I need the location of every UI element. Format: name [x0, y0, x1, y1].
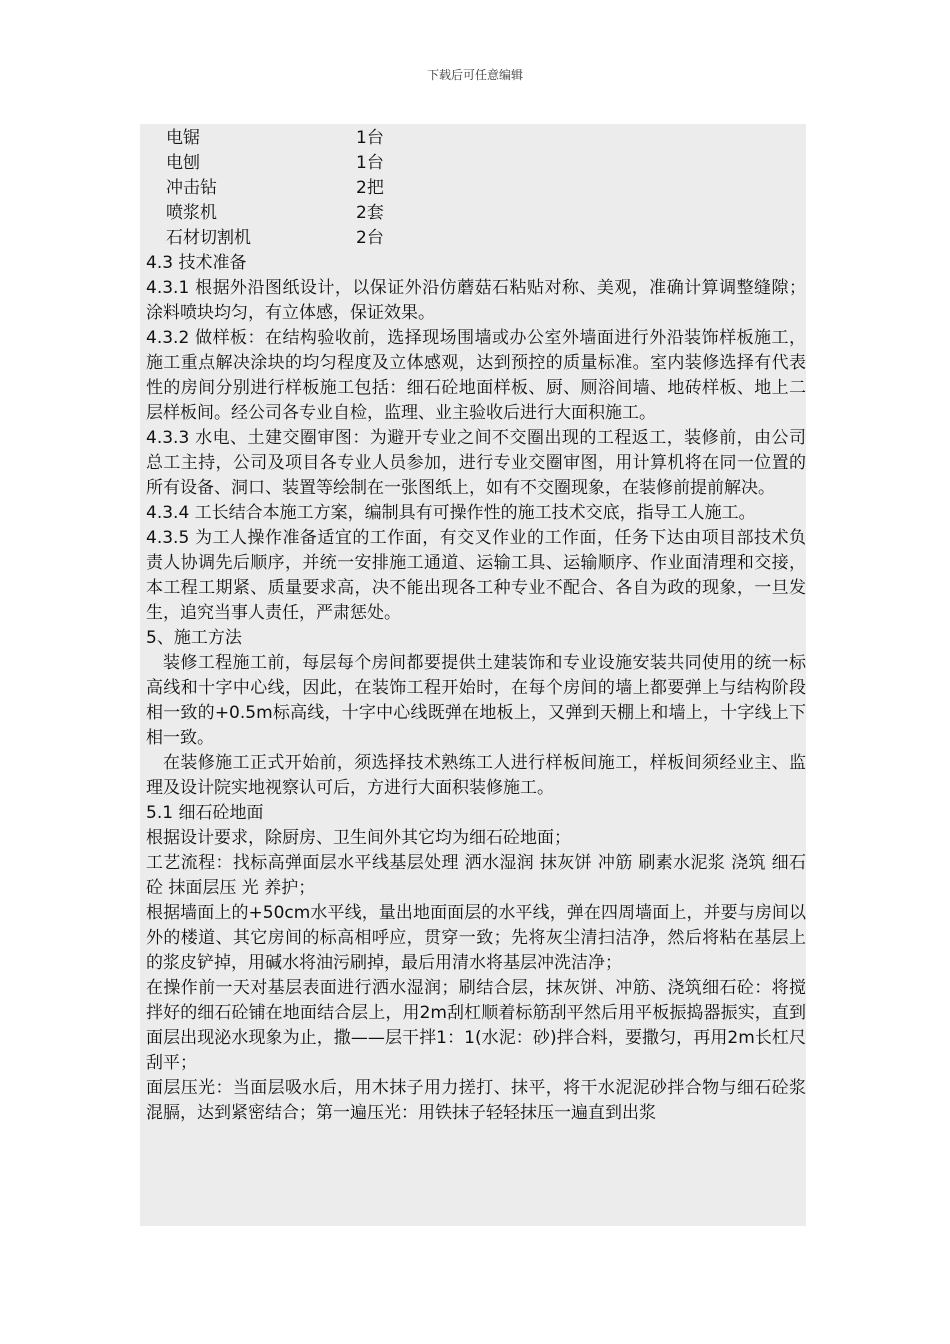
text-area: [146, 126, 806, 1126]
equipment-qty: 1台: [356, 153, 384, 173]
paragraph-5-1-requirement: 根据设计要求，除厨房、卫生间外其它均为细石砼地面；: [146, 828, 571, 848]
paragraph-5-1-troweling: 面层压光：当面层吸水后，用木抹子用力搓打、抹平，将干水泥泥砂拌合物与细石砼浆混膈，达到紧密结合；第一遍压光：用铁抹子轻轻抹压一遍直到出浆: [146, 1078, 806, 1123]
paragraph-4-3-2: 4.3.2 做样板：在结构验收前，选择现场围墙或办公室外墙面进行外沿装饰样板施工，施工重点解决涂块的均匀程度及立体感观，达到预控的质量标准。室内装修选择有代表性的房间分别进行样板施工包括：细石砼地面样板、厨、厕浴间墙、地砖样板、地上二层样板间。经公司各专业自检，监理、业主验收后进行大面积施工。: [146, 328, 806, 423]
paragraph-5-1-pouring: 在操作前一天对基层表面进行洒水湿润；刷结合层，抹灰饼、冲筋、浇筑细石砼：将搅拌好的细石砼铺在地面结合层上，用2m刮杠顺着标筋刮平然后用平板振捣器振实，直到面层出现泌水现象为止，撒——层干拌1：1(水泥：砂)拌合料，要撒匀，再用2m长杠尺刮平；: [146, 978, 806, 1073]
equipment-row: [146, 176, 806, 201]
equipment-list: [146, 126, 806, 251]
paragraph-5-1-process-flow: 工艺流程：找标高弹面层水平线基层处理 洒水湿润 抹灰饼 冲筋 刷素水泥浆 浇筑 细石砼 抹面层压 光 养护；: [146, 853, 806, 898]
section-heading-4-3: 4.3 技术准备: [146, 253, 247, 273]
equipment-row: [146, 226, 806, 251]
document-body: [140, 124, 806, 1226]
equipment-name: 冲击钻: [166, 178, 217, 198]
equipment-name: 喷浆机: [166, 203, 217, 223]
paragraph-5-sample-room: 在装修施工正式开始前，须选择技术熟练工人进行样板间施工，样板间须经业主、监理及设计院实地视察认可后，方进行大面积装修施工。: [146, 753, 806, 798]
paragraph-4-3-5: 4.3.5 为工人操作准备适宜的工作面，有交叉作业的工作面，任务下达由项目部技术负责人协调先后顺序，并统一安排施工通道、运输工具、运输顺序、作业面清理和交接，本工程工期紧、质量要求高，决不能出现各工种专业不配合、各自为政的现象，一旦发生，追究当事人责任，严肃惩处。: [146, 528, 806, 623]
equipment-qty: 2把: [356, 178, 384, 198]
equipment-qty: 2套: [356, 203, 384, 223]
equipment-name: 电刨: [166, 153, 200, 173]
equipment-qty: 2台: [356, 228, 384, 248]
paragraph-4-3-1: 4.3.1 根据外沿图纸设计，以保证外沿仿蘑菇石粘贴对称、美观，准确计算调整缝隙；涂料喷块均匀，有立体感，保证效果。: [146, 278, 806, 323]
page-header: 下载后可任意编辑: [426, 68, 523, 82]
paragraph-5-1-leveling: 根据墙面上的+50cm水平线，量出地面面层的水平线，弹在四周墙面上，并要与房间以外的楼道、其它房间的标高相呼应，贯穿一致；先将灰尘清扫洁净，然后将粘在基层上的浆皮铲掉，用碱水将油污刷掉，最后用清水将基层冲洗洁净；: [146, 903, 806, 973]
equipment-name: 石材切割机: [166, 228, 251, 248]
equipment-name: 电锯: [166, 128, 200, 148]
paragraph-4-3-4: 4.3.4 工长结合本施工方案，编制具有可操作性的施工技术交底，指导工人施工。: [146, 503, 756, 523]
paragraph-4-3-3: 4.3.3 水电、土建交圈审图：为避开专业之间不交圈出现的工程返工，装修前，由公司总工主持，公司及项目各专业人员参加，进行专业交圈审图，用计算机将在同一位置的所有设备、洞口、装置等绘制在一张图纸上，如有不交圈现象，在装修前提前解决。: [146, 428, 806, 498]
equipment-row: [146, 151, 806, 176]
section-heading-5-1: 5.1 细石砼地面: [146, 803, 264, 823]
equipment-row: [146, 126, 806, 151]
equipment-qty: 1台: [356, 128, 384, 148]
section-heading-5: 5、施工方法: [146, 628, 242, 648]
paragraph-5-intro: 装修工程施工前，每层每个房间都要提供土建装饰和专业设施安装共同使用的统一标高线和十字中心线，因此，在装饰工程开始时，在每个房间的墙上都要弹上与结构阶段相一致的+0.5m标高线，十字中心线既弹在地板上，又弹到天棚上和墙上，十字线上下相一致。: [146, 653, 806, 748]
equipment-row: [146, 201, 806, 226]
